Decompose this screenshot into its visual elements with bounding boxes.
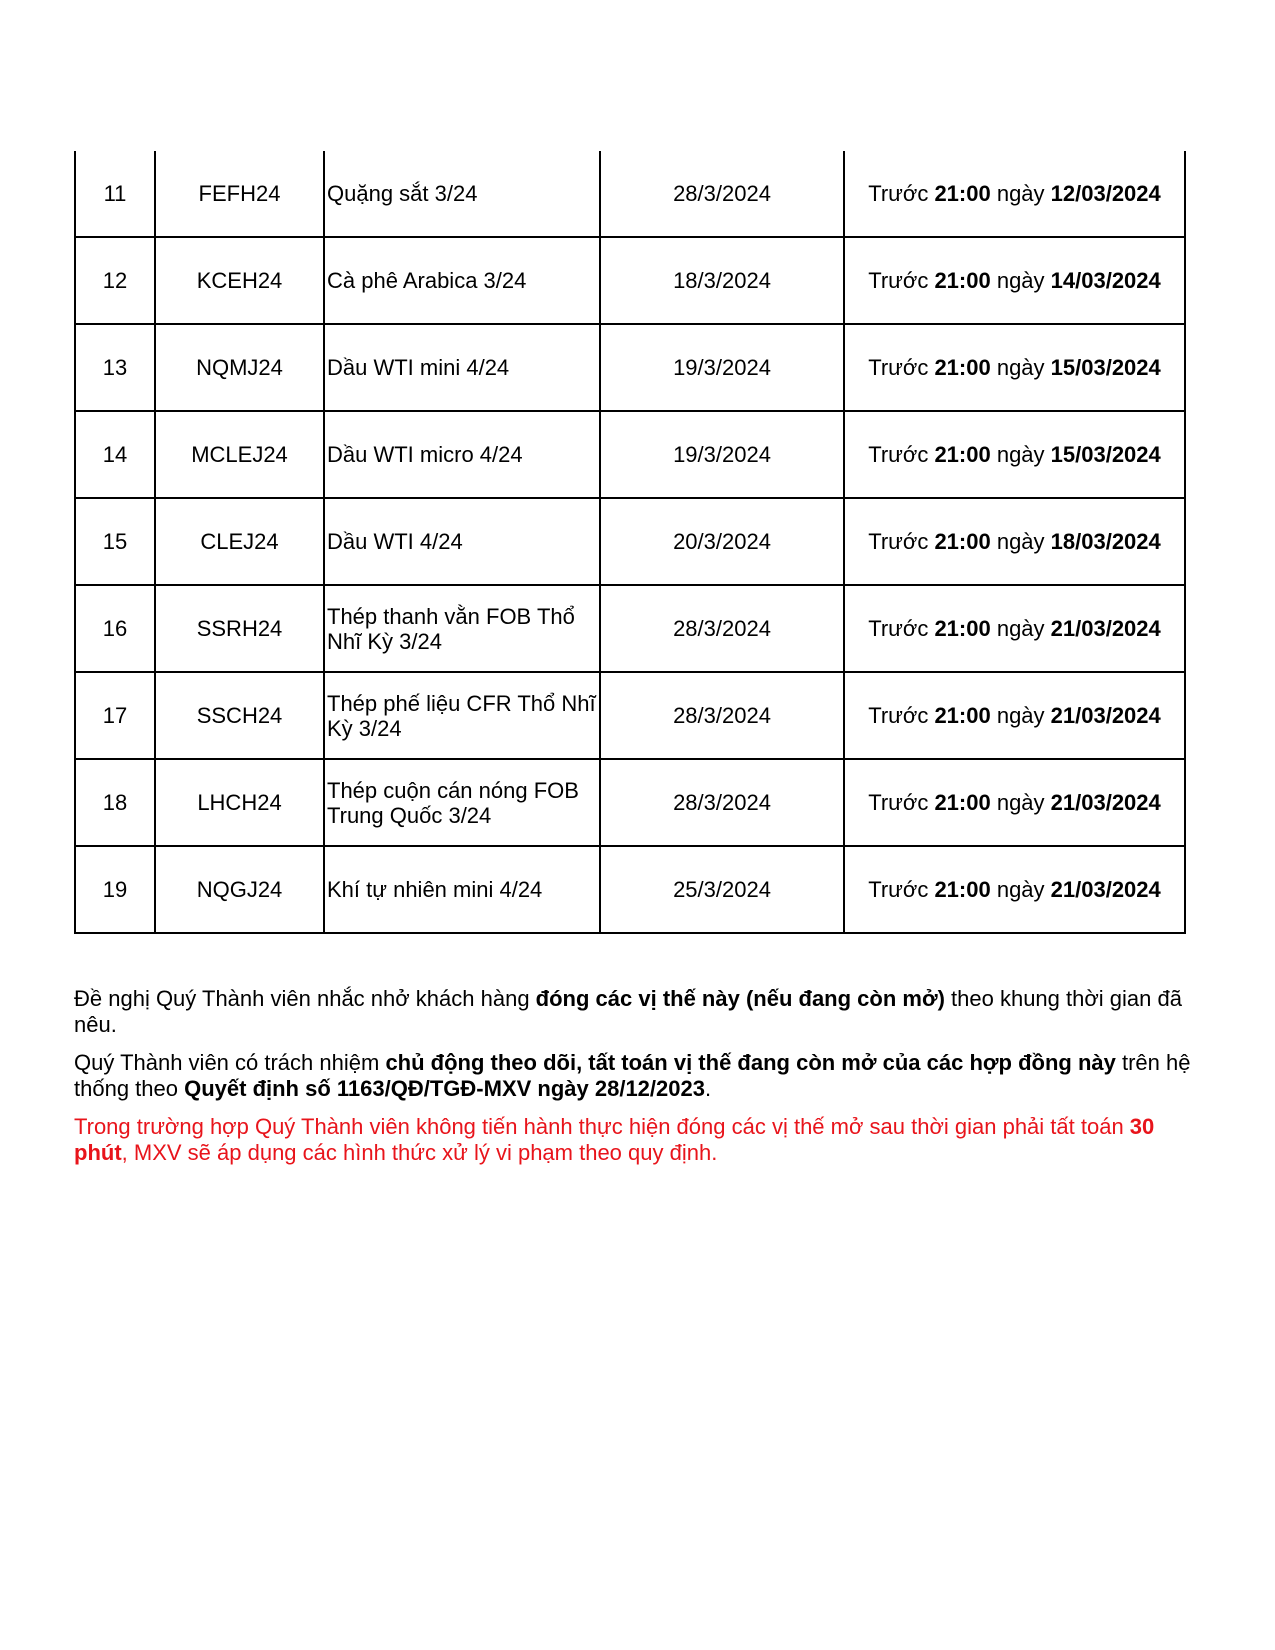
close-deadline bbox=[844, 324, 1185, 411]
contract-name: Dầu WTI 4/24 bbox=[324, 498, 600, 585]
deadline-time: 21:00 bbox=[934, 877, 991, 902]
deadline-mid: ngày bbox=[990, 877, 1051, 902]
contract-code: FEFH24 bbox=[155, 151, 324, 237]
deadline-date: 21/03/2024 bbox=[1050, 790, 1161, 815]
deadline-date: 21/03/2024 bbox=[1050, 703, 1161, 728]
contract-code: KCEH24 bbox=[155, 237, 324, 324]
table-row bbox=[75, 498, 1185, 585]
deadline-mid: ngày bbox=[990, 703, 1051, 728]
row-number: 18 bbox=[75, 759, 155, 846]
expiry-date: 28/3/2024 bbox=[600, 585, 844, 672]
note-paragraph-1: Đề nghị Quý Thành viên nhắc nhở khách hàng đóng các vị thế này (nếu đang còn mở) theo khung thời gian đã nêu. bbox=[74, 986, 1182, 1037]
deadline-mid: ngày bbox=[990, 181, 1051, 206]
deadline-date: 21/03/2024 bbox=[1050, 616, 1161, 641]
deadline-prefix: Trước bbox=[868, 616, 935, 641]
row-number: 15 bbox=[75, 498, 155, 585]
contract-name: Thép cuộn cán nóng FOB Trung Quốc 3/24 bbox=[324, 759, 600, 846]
contract-code: NQMJ24 bbox=[155, 324, 324, 411]
deadline-prefix: Trước bbox=[868, 877, 935, 902]
deadline-mid: ngày bbox=[990, 442, 1051, 467]
close-deadline bbox=[844, 237, 1185, 324]
contract-name: Khí tự nhiên mini 4/24 bbox=[324, 846, 600, 933]
contract-name: Cà phê Arabica 3/24 bbox=[324, 237, 600, 324]
deadline-prefix: Trước bbox=[868, 790, 935, 815]
contract-code: NQGJ24 bbox=[155, 846, 324, 933]
table-row bbox=[75, 759, 1185, 846]
deadline-mid: ngày bbox=[990, 790, 1051, 815]
deadline-mid: ngày bbox=[990, 529, 1051, 554]
contract-code: SSRH24 bbox=[155, 585, 324, 672]
deadline-prefix: Trước bbox=[868, 268, 935, 293]
deadline-time: 21:00 bbox=[934, 442, 991, 467]
close-deadline bbox=[844, 846, 1185, 933]
row-number: 13 bbox=[75, 324, 155, 411]
expiry-date: 20/3/2024 bbox=[600, 498, 844, 585]
deadline-time: 21:00 bbox=[934, 790, 991, 815]
table-row bbox=[75, 411, 1185, 498]
expiry-date: 28/3/2024 bbox=[600, 759, 844, 846]
contract-name: Thép phế liệu CFR Thổ Nhĩ Kỳ 3/24 bbox=[324, 672, 600, 759]
table-row bbox=[75, 846, 1185, 933]
table-row bbox=[75, 585, 1185, 672]
expiry-date: 19/3/2024 bbox=[600, 324, 844, 411]
contract-name: Thép thanh vằn FOB Thổ Nhĩ Kỳ 3/24 bbox=[324, 585, 600, 672]
deadline-prefix: Trước bbox=[868, 355, 935, 380]
deadline-mid: ngày bbox=[990, 616, 1051, 641]
table-row bbox=[75, 672, 1185, 759]
expiry-date: 19/3/2024 bbox=[600, 411, 844, 498]
deadline-mid: ngày bbox=[990, 355, 1051, 380]
row-number: 16 bbox=[75, 585, 155, 672]
close-deadline bbox=[844, 759, 1185, 846]
deadline-date: 18/03/2024 bbox=[1050, 529, 1161, 554]
contract-name: Quặng sắt 3/24 bbox=[324, 151, 600, 237]
deadline-time: 21:00 bbox=[934, 529, 991, 554]
deadline-date: 15/03/2024 bbox=[1050, 442, 1161, 467]
contract-code: LHCH24 bbox=[155, 759, 324, 846]
contracts-table bbox=[74, 151, 1186, 934]
table-row bbox=[75, 324, 1185, 411]
deadline-time: 21:00 bbox=[934, 268, 991, 293]
contract-name: Dầu WTI mini 4/24 bbox=[324, 324, 600, 411]
row-number: 14 bbox=[75, 411, 155, 498]
deadline-time: 21:00 bbox=[934, 703, 991, 728]
deadline-prefix: Trước bbox=[868, 529, 935, 554]
expiry-date: 25/3/2024 bbox=[600, 846, 844, 933]
deadline-date: 15/03/2024 bbox=[1050, 355, 1161, 380]
notes-section bbox=[74, 986, 1214, 1178]
contracts-table-body bbox=[75, 151, 1185, 933]
close-deadline bbox=[844, 585, 1185, 672]
expiry-date: 28/3/2024 bbox=[600, 151, 844, 237]
contract-name: Dầu WTI micro 4/24 bbox=[324, 411, 600, 498]
contract-code: CLEJ24 bbox=[155, 498, 324, 585]
deadline-time: 21:00 bbox=[934, 616, 991, 641]
deadline-prefix: Trước bbox=[868, 703, 935, 728]
deadline-prefix: Trước bbox=[868, 442, 935, 467]
row-number: 11 bbox=[75, 151, 155, 237]
deadline-mid: ngày bbox=[990, 268, 1051, 293]
close-deadline bbox=[844, 498, 1185, 585]
close-deadline bbox=[844, 151, 1185, 237]
contract-code: SSCH24 bbox=[155, 672, 324, 759]
close-deadline bbox=[844, 411, 1185, 498]
contract-code: MCLEJ24 bbox=[155, 411, 324, 498]
deadline-prefix: Trước bbox=[868, 181, 935, 206]
deadline-time: 21:00 bbox=[934, 355, 991, 380]
row-number: 12 bbox=[75, 237, 155, 324]
note-paragraph-2: Quý Thành viên có trách nhiệm chủ động theo dõi, tất toán vị thế đang còn mở của các hợp đồng này trên hệ thống theo Quyết định số 1163/QĐ/TGĐ-MXV ngày 28/12/2023. bbox=[74, 1050, 1191, 1101]
note-paragraph-warning: Trong trường hợp Quý Thành viên không tiến hành thực hiện đóng các vị thế mở sau thời gian phải tất toán 30 phút, MXV sẽ áp dụng các hình thức xử lý vi phạm theo quy định. bbox=[74, 1114, 1155, 1165]
table-row bbox=[75, 237, 1185, 324]
close-deadline bbox=[844, 672, 1185, 759]
deadline-time: 21:00 bbox=[934, 181, 991, 206]
deadline-date: 21/03/2024 bbox=[1050, 877, 1161, 902]
table-row bbox=[75, 151, 1185, 237]
expiry-date: 28/3/2024 bbox=[600, 672, 844, 759]
deadline-date: 12/03/2024 bbox=[1050, 181, 1161, 206]
row-number: 19 bbox=[75, 846, 155, 933]
expiry-date: 18/3/2024 bbox=[600, 237, 844, 324]
deadline-date: 14/03/2024 bbox=[1050, 268, 1161, 293]
row-number: 17 bbox=[75, 672, 155, 759]
